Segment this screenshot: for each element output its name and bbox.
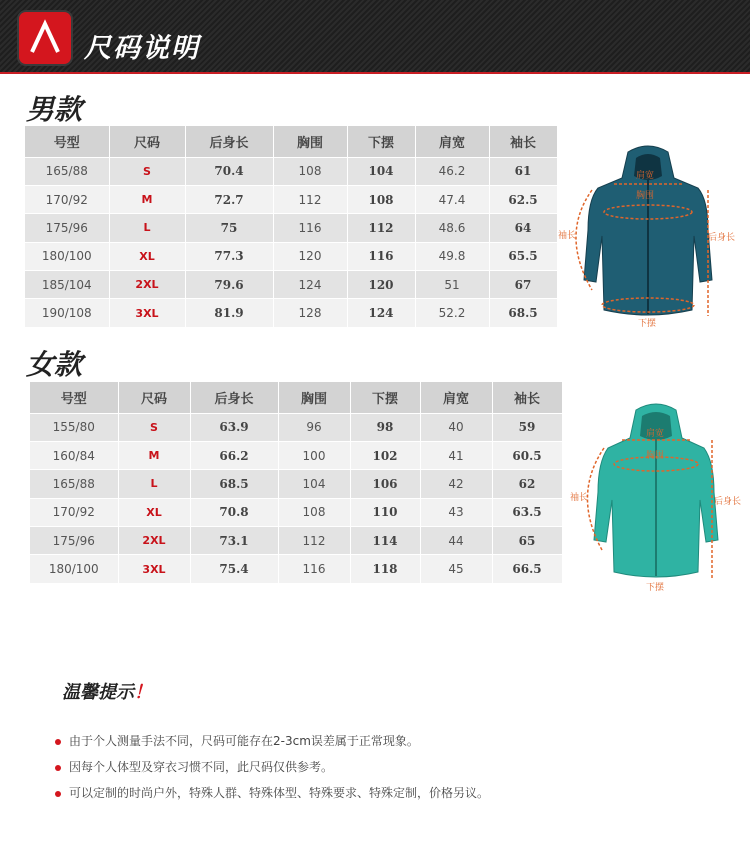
men-chest-label: 胸围 — [636, 191, 655, 201]
column-header: 袖长 — [492, 382, 562, 413]
bullet-icon — [55, 791, 61, 797]
table-row — [25, 299, 557, 327]
table-cell: 185/104 — [25, 271, 109, 299]
table-row — [30, 527, 562, 555]
tips-title — [62, 678, 152, 704]
table-cell: 64 — [489, 214, 557, 242]
column-header: 肩宽 — [420, 382, 492, 413]
list-item: 由于个人测量手法不同，尺码可能存在2-3cm误差属于正常现象。 — [55, 732, 419, 749]
table-cell: 165/88 — [25, 157, 109, 185]
table-cell: 75.4 — [190, 555, 278, 583]
table-row — [25, 185, 557, 213]
tips-title-text: 温馨提示 — [62, 682, 134, 703]
column-header: 尺码 — [118, 382, 190, 413]
table-cell: 112 — [278, 527, 350, 555]
table-cell: XL — [118, 498, 190, 526]
table-row — [25, 242, 557, 270]
table-cell: 73.1 — [190, 527, 278, 555]
men-back-length-label: 后身长 — [708, 233, 736, 243]
table-cell: 108 — [278, 498, 350, 526]
table-cell: 3XL — [118, 555, 190, 583]
table-cell: 116 — [273, 214, 347, 242]
table-cell: 102 — [350, 441, 420, 469]
table-cell: 118 — [350, 555, 420, 583]
table-cell: 46.2 — [415, 157, 489, 185]
men-hem-label: 下摆 — [638, 319, 657, 329]
table-cell: S — [109, 157, 185, 185]
table-cell: 180/100 — [25, 242, 109, 270]
column-header: 号型 — [25, 126, 109, 157]
list-item: 可以定制的时尚户外，特殊人群、特殊体型、特殊要求、特殊定制，价格另议。 — [55, 784, 489, 801]
table-cell: 44 — [420, 527, 492, 555]
table-row — [30, 555, 562, 583]
table-cell: 124 — [273, 271, 347, 299]
table-cell: 67 — [489, 271, 557, 299]
table-cell: M — [118, 441, 190, 469]
peak-logo-icon — [19, 12, 71, 64]
table-cell: 77.3 — [185, 242, 273, 270]
table-cell: 170/92 — [30, 498, 118, 526]
table-cell: S — [118, 413, 190, 441]
column-header: 后身长 — [190, 382, 278, 413]
table-row — [25, 271, 557, 299]
table-row — [25, 157, 557, 185]
women-size-table — [30, 382, 563, 583]
table-cell: 52.2 — [415, 299, 489, 327]
men-shoulder-label: 肩宽 — [636, 171, 655, 181]
table-row — [30, 413, 562, 441]
table-cell: 100 — [278, 441, 350, 469]
table-cell: L — [118, 470, 190, 498]
bullet-icon — [55, 739, 61, 745]
table-cell: 63.9 — [190, 413, 278, 441]
table-cell: 60.5 — [492, 441, 562, 469]
table-cell: 98 — [350, 413, 420, 441]
table-cell: 42 — [420, 470, 492, 498]
table-cell: 2XL — [118, 527, 190, 555]
table-cell: 81.9 — [185, 299, 273, 327]
table-cell: 116 — [278, 555, 350, 583]
table-cell: 170/92 — [25, 185, 109, 213]
table-cell: 108 — [347, 185, 415, 213]
table-cell: 112 — [347, 214, 415, 242]
column-header: 尺码 — [109, 126, 185, 157]
women-chest-label: 胸围 — [646, 451, 665, 461]
column-header: 下摆 — [350, 382, 420, 413]
bullet-icon — [55, 765, 61, 771]
table-row — [25, 214, 557, 242]
table-cell: 70.8 — [190, 498, 278, 526]
table-cell: 63.5 — [492, 498, 562, 526]
table-cell: 108 — [273, 157, 347, 185]
women-jacket-diagram — [566, 400, 746, 592]
table-cell: 66.2 — [190, 441, 278, 469]
table-cell: 75 — [185, 214, 273, 242]
table-cell: 40 — [420, 413, 492, 441]
table-cell: 104 — [347, 157, 415, 185]
table-cell: 45 — [420, 555, 492, 583]
table-cell: 66.5 — [492, 555, 562, 583]
table-cell: 128 — [273, 299, 347, 327]
table-cell: 165/88 — [30, 470, 118, 498]
table-cell: 62 — [492, 470, 562, 498]
table-cell: M — [109, 185, 185, 213]
table-cell: 190/108 — [25, 299, 109, 327]
table-cell: 62.5 — [489, 185, 557, 213]
table-row — [30, 441, 562, 469]
column-header: 胸围 — [273, 126, 347, 157]
table-cell: 48.6 — [415, 214, 489, 242]
table-row — [30, 498, 562, 526]
women-back-length-label: 后身长 — [714, 497, 742, 507]
women-section-title: 女款 — [26, 348, 83, 381]
table-header-row — [30, 382, 562, 413]
table-cell: 49.8 — [415, 242, 489, 270]
table-cell: 124 — [347, 299, 415, 327]
table-cell: L — [109, 214, 185, 242]
table-cell: 175/96 — [25, 214, 109, 242]
table-cell: 2XL — [109, 271, 185, 299]
table-cell: 70.4 — [185, 157, 273, 185]
column-header: 后身长 — [185, 126, 273, 157]
table-cell: 120 — [273, 242, 347, 270]
women-sleeve-label: 袖长 — [570, 493, 589, 503]
page-title: 尺码说明 — [84, 33, 200, 64]
column-header: 下摆 — [347, 126, 415, 157]
table-cell: 3XL — [109, 299, 185, 327]
table-cell: 59 — [492, 413, 562, 441]
column-header: 胸围 — [278, 382, 350, 413]
table-cell: 114 — [350, 527, 420, 555]
banner-accent-line — [0, 72, 750, 74]
table-cell: 51 — [415, 271, 489, 299]
exclamation-icon: ！ — [134, 682, 152, 703]
table-cell: 47.4 — [415, 185, 489, 213]
table-cell: 120 — [347, 271, 415, 299]
women-hem-label: 下摆 — [646, 583, 665, 592]
list-item: 因每个人体型及穿衣习惯不同，此尺码仅供参考。 — [55, 758, 333, 775]
column-header: 肩宽 — [415, 126, 489, 157]
table-cell: 68.5 — [489, 299, 557, 327]
table-cell: XL — [109, 242, 185, 270]
table-cell: 79.6 — [185, 271, 273, 299]
table-cell: 72.7 — [185, 185, 273, 213]
men-size-table — [25, 126, 558, 327]
table-cell: 96 — [278, 413, 350, 441]
table-row — [30, 470, 562, 498]
table-header-row — [25, 126, 557, 157]
table-cell: 65.5 — [489, 242, 557, 270]
table-cell: 106 — [350, 470, 420, 498]
table-cell: 110 — [350, 498, 420, 526]
table-cell: 65 — [492, 527, 562, 555]
table-cell: 41 — [420, 441, 492, 469]
men-section-title: 男款 — [26, 93, 83, 126]
table-cell: 175/96 — [30, 527, 118, 555]
table-cell: 104 — [278, 470, 350, 498]
table-cell: 112 — [273, 185, 347, 213]
brand-logo — [19, 12, 71, 64]
men-sleeve-label: 袖长 — [558, 231, 577, 241]
table-cell: 68.5 — [190, 470, 278, 498]
women-shoulder-label: 肩宽 — [646, 429, 665, 439]
column-header: 号型 — [30, 382, 118, 413]
table-cell: 116 — [347, 242, 415, 270]
table-cell: 180/100 — [30, 555, 118, 583]
table-cell: 61 — [489, 157, 557, 185]
table-cell: 160/84 — [30, 441, 118, 469]
men-jacket-diagram — [558, 140, 738, 332]
table-cell: 155/80 — [30, 413, 118, 441]
column-header: 袖长 — [489, 126, 557, 157]
table-cell: 43 — [420, 498, 492, 526]
